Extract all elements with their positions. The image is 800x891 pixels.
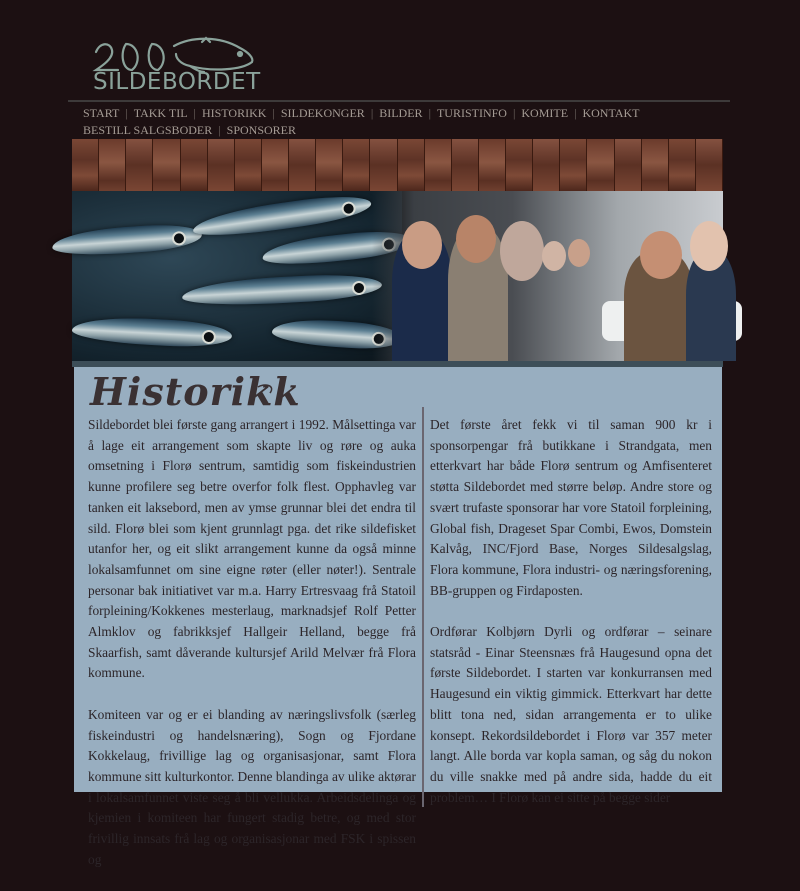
article-paragraph: Komiteen var og er ei blanding av næringslivsfolk (særleg fiskeindustri og handelsnæring), Sogn og Fjordane Kokkelaug, frivillige lag og organisasjonar, samt Flora kommune sitt kulturkontor. Denne blandinga av ulike aktørar i lokalsamfunnet viste seg å bli vellukka. Arbeidsdelinga og kjemien i komiteen har fungert stadig betre, og med stor frivillig innsats frå lag og organisasjonar med FSK i spissen og [88, 706, 416, 867]
article-paragraph: Sildebordet blei første gang arrangert i 1992. Målsettinga var å lage eit arrangement som skapte liv og røre og auka omsetning i Florø sentrum, samtidig som fiskeindustrien kunne profilere seg betre overfor folk flest. Opphavleg var tanken eit laksebord, men av ymse grunnar blei det endra til sild. Florø blei som kjent grunnlagt pga. det rike sildefisket utanfor her, og eit slikt arrangement kunne da også minne lokalsamfunnet om sine eigne røter (eller nøter!). Sentrale personar bak initiativet var m.a. Harry Ertresvaag frå Statoil forpleining/Kokkenes mesterlaug, marknadsjef Rolf Petter Almklov og fabrikksjef Hallgeir Helland, begge frå Skaarfish, samt dåverande kultursjef Arild Melvær frå Flora kommune. [88, 417, 416, 681]
article-left-column [88, 415, 416, 891]
page-title: Historikk [90, 369, 301, 414]
article-right-column [430, 415, 712, 829]
wood-planks-image [72, 139, 723, 191]
nav-kontakt[interactable]: KONTAKT [582, 106, 640, 120]
main-nav: START | TAKK TIL | HISTORIKK | SILDEKONGER | BILDER | TURISTINFO | KOMITE | KONTAKT BESTILL SALGSBODER | SPONSORER [83, 106, 640, 137]
nav-historikk[interactable]: HISTORIKK [201, 106, 267, 120]
header-divider [68, 100, 730, 102]
nav-turistinfo[interactable]: TURISTINFO [436, 106, 507, 120]
nav-takk-til[interactable]: TAKK TIL [133, 106, 188, 120]
nav-sponsorer[interactable]: SPONSORER [226, 123, 296, 137]
nav-start[interactable]: START [83, 106, 120, 120]
banner-photo [72, 191, 723, 361]
herring-image [72, 191, 402, 361]
article-paragraph: Det første året fekk vi til saman 900 kr i sponsorpengar frå butikkane i Strandgata, men etterkvart har både Florø sentrum og Amfisenteret støtta Sildebordet med større beløp. Andre store og svært trufaste sponsorar har vore Statoil forpleining, Global fish, Drageset Spar Combi, Ewos, Domstein Kalvåg, INC/Fjord Base, Norges Sildesalgslag, Flora kommune, Flora industri- og næringsforening, BB-gruppen og Firdaposten. [430, 417, 712, 598]
header-banner [72, 139, 723, 367]
crowd-image [372, 191, 723, 361]
nav-sildekonger[interactable]: SILDEKONGER [280, 106, 365, 120]
content-panel [74, 367, 722, 867]
nav-komite[interactable]: KOMITE [521, 106, 569, 120]
column-divider [422, 407, 424, 807]
nav-bestill-salgsboder[interactable]: BESTILL SALGSBODER [83, 123, 213, 137]
logo-text: SILDEBORDET [93, 69, 261, 95]
site-logo[interactable] [92, 36, 262, 96]
article-paragraph: Ordførar Kolbjørn Dyrli og ordførar – seinare statsråd - Einar Steensnæs frå Haugesund opna det første Sildebordet. I starten var konkurransen med Haugesund ein viktig gimmick. Etterkvart har dette blitt tona ned, sidan arrangementa er to ulike konsept. Rekordsildebordet i Florø var 357 meter langt. Alle borda var kopla saman, og såg du nokon du ville snakke med på andre sida, hadde du eit problem… I Florø kan ei sitte på begge sider [430, 624, 712, 805]
nav-bilder[interactable]: BILDER [379, 106, 423, 120]
